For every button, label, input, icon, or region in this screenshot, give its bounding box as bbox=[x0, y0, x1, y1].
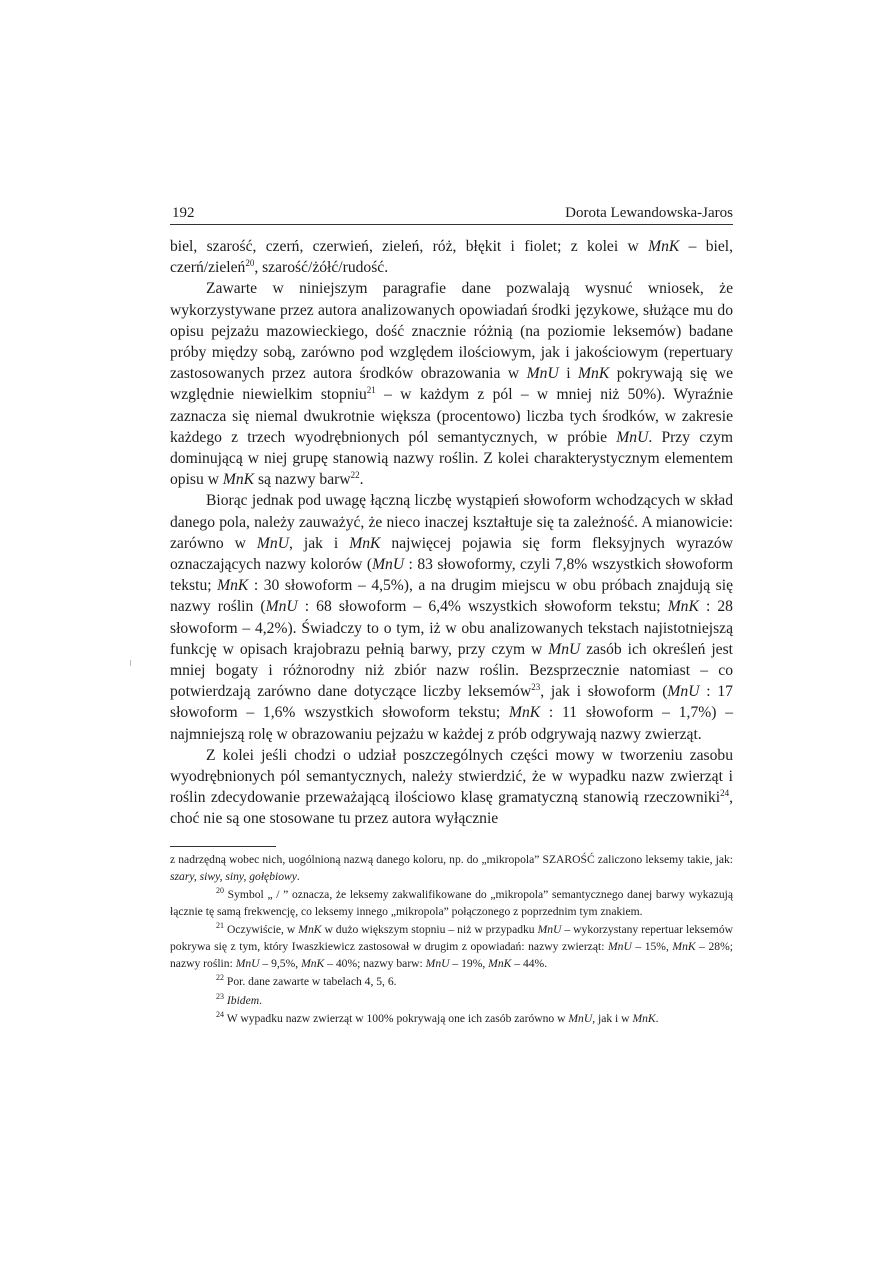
text-run: : 30 słowoform – 4,5%), a na drugim miejscu w obu próbach znajdują się nazwy roślin ( bbox=[170, 577, 733, 616]
text-run: – w każdym z pól – w mniej niż 50%). Wyraźnie zaznacza się niemal dwukrotnie większa (procentowo) liczba tych środków, w zakresie każdego z trzech wyodrębnionych pól semantycznych, w próbie bbox=[170, 386, 733, 446]
text-run: . Przy czym dominującą w niej grupę stanowią nazwy roślin. Z kolei charakterystycznym elementem opisu w bbox=[170, 428, 733, 489]
footnotes bbox=[170, 852, 733, 1028]
footnote-number: 20 bbox=[216, 886, 224, 896]
text-run: : 28 słowoform – 4,2%). Świadczy to o tym, iż w obu analizowanych tekstach najistotniejszą funkcję w opisach krajobrazu pełnią barwy, przy czym w bbox=[170, 598, 733, 658]
text-run: – 28%; nazwy roślin: bbox=[170, 939, 733, 970]
footnote-ref-24[interactable]: 24 bbox=[720, 788, 730, 799]
abbr-mnu: MnU bbox=[616, 428, 649, 446]
abbr-mnk: MnK bbox=[222, 471, 255, 489]
footnote-ref-21[interactable]: 21 bbox=[366, 385, 376, 396]
text-run: Biorąc jednak pod uwagę łączną liczbę wystąpień słowoform wchodzących w skład danego pola, należy zauważyć, że nieco inaczej kształtuje się ta zależność. A mianowicie: zarówno w bbox=[170, 492, 733, 552]
abbr-mnk: MnK bbox=[632, 1012, 656, 1026]
abbr-mnk: MnK bbox=[667, 598, 699, 616]
running-header-author: Dorota Lewandowska-Jaros bbox=[565, 205, 733, 221]
text-run: – 44%. bbox=[511, 956, 548, 970]
abbr-mnk: MnK bbox=[578, 365, 610, 383]
example-lexemes: szary, siwy, siny, gołębiowy bbox=[170, 869, 297, 883]
paragraph-4 bbox=[170, 745, 733, 830]
footnote-ref-23[interactable]: 23 bbox=[531, 682, 541, 693]
running-header bbox=[170, 204, 733, 225]
text-run: W wypadku nazw zwierząt w 100% pokrywają one ich zasób zarówno w bbox=[224, 1012, 569, 1026]
text-run: : 17 słowoform – 1,6% wszystkich słowoform tekstu; bbox=[170, 683, 733, 722]
footnote-number: 23 bbox=[216, 991, 224, 1001]
abbr-mnk: MnK bbox=[508, 704, 541, 722]
text-run: zasób ich określeń jest mniej bogaty i różnorodny niż zbiór nazw roślin. Bezsprzecznie natomiast – co potwierdzają zarówno dane dotyczące liczby leksemów bbox=[170, 640, 733, 701]
footnote-separator bbox=[170, 846, 276, 847]
footnote-21 bbox=[170, 922, 733, 972]
text-run: – 40%; nazwy barw: bbox=[324, 956, 426, 970]
abbr-mnu: MnU bbox=[526, 365, 559, 383]
footnote-20 bbox=[170, 887, 733, 920]
abbr-mnu: MnU bbox=[667, 683, 700, 701]
abbr-mnu: MnU bbox=[548, 640, 581, 658]
text-run: – biel, czerń/zieleń bbox=[170, 238, 733, 277]
abbr-mnu: MnU bbox=[425, 956, 450, 970]
abbr-mnk: MnK bbox=[648, 238, 680, 255]
text-run: . bbox=[359, 471, 364, 489]
abbr-mnk: MnK bbox=[217, 577, 249, 595]
scan-mark bbox=[130, 660, 131, 666]
text-run: Symbol „ / ” oznacza, że leksemy zakwalifikowane do „mikropola” semantycznego danej barwy wykazują łącznie tę samą frekwencję, co leksemy innego „mikropola” połączonego z poprzednim tym znakiem. bbox=[170, 888, 733, 918]
text-run: w dużo większym stopniu – niż w przypadku bbox=[321, 923, 538, 937]
footnote-24 bbox=[170, 1011, 733, 1028]
abbr-mnk: MnK bbox=[301, 956, 325, 970]
text-run: Oczywiście, w bbox=[224, 923, 299, 937]
ibidem: Ibidem bbox=[226, 993, 260, 1007]
paragraph-1 bbox=[170, 236, 733, 278]
text-run: Por. dane zawarte w tabelach 4, 5, 6. bbox=[224, 975, 397, 989]
text-run: . bbox=[296, 869, 300, 883]
abbr-mnk: MnK bbox=[488, 956, 512, 970]
text-run: : 83 słowoformy, czyli 7,8% wszystkich słowoform tekstu; bbox=[170, 556, 733, 595]
abbr-mnu: MnU bbox=[372, 556, 405, 574]
footnote-number: 24 bbox=[216, 1010, 224, 1020]
abbr-mnu: MnU bbox=[235, 956, 260, 970]
text-run: biel, szarość, czerń, czerwień, zieleń, róż, błękit i fiolet; z kolei w bbox=[170, 238, 649, 255]
footnote-number: 21 bbox=[216, 921, 224, 931]
abbr-mnu: MnU bbox=[537, 923, 562, 937]
text-run: , jak i słowoform ( bbox=[540, 683, 668, 701]
text-run: Z kolei jeśli chodzi o udział poszczególnych części mowy w tworzeniu zasobu wyodrębnionych pól semantycznych, należy stwierdzić, że w wypadku nazw zwierząt i roślin zdecydowanie przeważającą ilościowo klasę gramatyczną stanowią rzeczowniki bbox=[170, 746, 733, 807]
footnote-ref-22[interactable]: 22 bbox=[350, 470, 360, 481]
text-run: , choć nie są one stosowane tu przez autora wyłącznie bbox=[170, 789, 733, 828]
text-run: , jak i w bbox=[592, 1012, 633, 1026]
text-run: – wykorzystany repertuar leksemów pokrywa się z tym, który Iwaszkiewicz zastosował w drugim z opowiadań: nazwy zwierząt: bbox=[170, 923, 733, 953]
abbr-mnu: MnU bbox=[607, 939, 632, 953]
abbr-mnk: MnK bbox=[349, 534, 381, 552]
footnote-ref-20[interactable]: 20 bbox=[245, 258, 255, 269]
paragraph-2 bbox=[170, 278, 733, 490]
footnote-continuation bbox=[170, 852, 733, 885]
text-run: i bbox=[558, 365, 579, 383]
abbr-mnu: MnU bbox=[568, 1012, 593, 1026]
footnote-number: 22 bbox=[216, 973, 224, 983]
text-run: . bbox=[655, 1012, 659, 1026]
footnote-22 bbox=[170, 974, 733, 991]
text-run: z nadrzędną wobec nich, uogólnioną nazwą danego koloru, np. do „mikropola” SZAROŚĆ zaliczono leksemy takie, jak: bbox=[170, 853, 733, 866]
main-text bbox=[170, 236, 733, 830]
text-run: . bbox=[259, 993, 263, 1007]
text-run: , szarość/żółć/rudość. bbox=[254, 259, 389, 277]
text-run: – 19%, bbox=[449, 956, 489, 970]
text-run: najwięcej pojawia się form fleksyjnych wyrazów oznaczających nazwy kolorów ( bbox=[170, 534, 733, 574]
footnote-23 bbox=[170, 993, 733, 1010]
text-run: są nazwy barw bbox=[254, 471, 351, 489]
abbr-mnu: MnU bbox=[256, 534, 289, 552]
abbr-mnk: MnK bbox=[298, 923, 322, 937]
abbr-mnu: MnU bbox=[265, 598, 298, 616]
text-run: – 15%, bbox=[631, 939, 673, 953]
text-run: : 11 słowoform – 1,7%) – najmniejszą rolę w obrazowaniu pejzażu w każdej z prób odgrywają nazwy zwierząt. bbox=[170, 704, 734, 743]
page-number: 192 bbox=[172, 205, 195, 221]
abbr-mnk: MnK bbox=[672, 939, 696, 953]
text-run: : 68 słowoform – 6,4% wszystkich słowoform tekstu; bbox=[297, 598, 668, 616]
text-run: pokrywają się we względnie niewielkim stopniu bbox=[170, 365, 733, 404]
text-run: – 9,5%, bbox=[259, 956, 302, 970]
text-run: , jak i bbox=[288, 534, 350, 552]
text-run: Zawarte w niniejszym paragrafie dane pozwalają wysnuć wniosek, że wykorzystywane przez autora analizowanych opowiadań środki językowe, służące mu do opisu pejzażu mazowieckiego, dość znacznie różnią (na poziomie leksemów) badane próby między sobą, zarówno pod względem ilościowym, jak i jakościowym (repertuary zastosowanych przez autora środków obrazowania w bbox=[170, 280, 733, 383]
paragraph-3 bbox=[170, 490, 733, 744]
